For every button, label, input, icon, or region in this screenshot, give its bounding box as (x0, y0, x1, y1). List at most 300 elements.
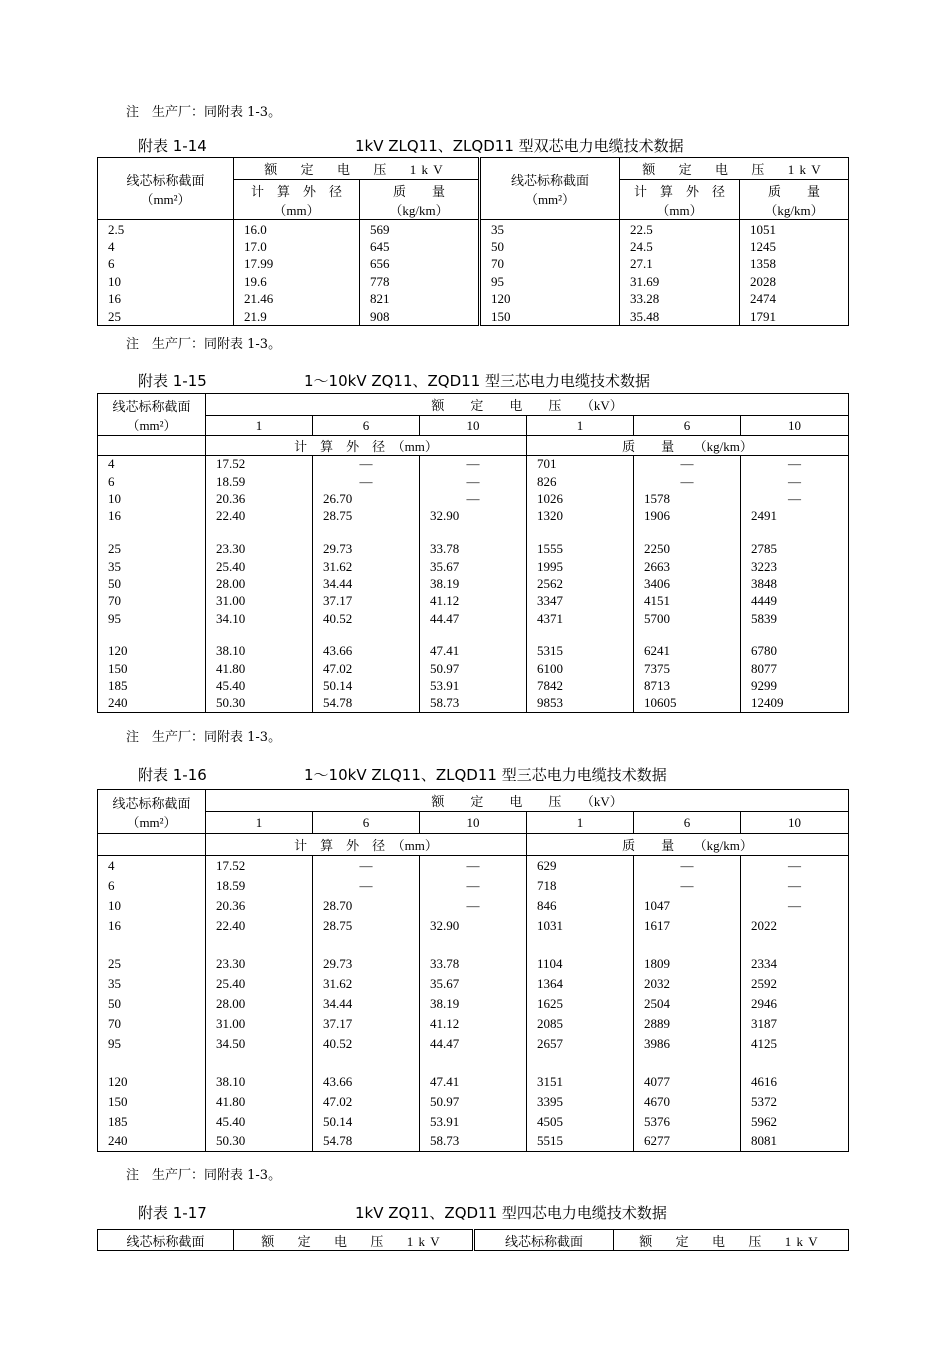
od-cell: 33.28 (620, 291, 740, 309)
group-spacer (98, 936, 849, 954)
mass-cell: 1051 (740, 220, 849, 239)
table-row (98, 954, 849, 974)
t15-section-spacer (98, 436, 206, 456)
od-cell: 28.00 (206, 575, 313, 592)
mass-cell: — (741, 896, 849, 916)
od-cell: — (420, 473, 527, 490)
mass-cell: — (741, 490, 849, 507)
mass-cell: — (634, 856, 741, 876)
mass-cell: 3406 (634, 575, 741, 592)
table-row (98, 678, 849, 695)
mass-cell: 1809 (634, 954, 741, 974)
spacer-cell (206, 1054, 313, 1072)
od-cell: 31.62 (313, 974, 420, 994)
od-cell: 22.40 (206, 916, 313, 936)
od-cell: 17.52 (206, 456, 313, 473)
t16-section-spacer (98, 834, 206, 856)
mass-cell: 2946 (741, 994, 849, 1014)
od-cell: 58.73 (420, 695, 527, 712)
od-cell: 34.44 (313, 575, 420, 592)
mass-cell: 656 (360, 256, 480, 274)
mass-cell: 2491 (741, 508, 849, 525)
t16-mass-header: 质 量 （kg/km） (527, 834, 849, 856)
mass-cell: 1104 (527, 954, 634, 974)
od-cell: — (313, 473, 420, 490)
table-16 (97, 789, 849, 1152)
t17-voltage-header-left: 额 定 电 压 1kV (234, 1230, 474, 1251)
section-cell: 25 (98, 954, 206, 974)
mass-cell: 2085 (527, 1014, 634, 1034)
table-row (98, 1072, 849, 1092)
mass-cell: 2889 (634, 1014, 741, 1034)
od-cell: 44.47 (420, 1034, 527, 1054)
od-cell: 25.40 (206, 974, 313, 994)
od-cell: 22.5 (620, 220, 740, 239)
mass-cell: 569 (360, 220, 480, 239)
section-cell: 6 (98, 473, 206, 490)
section-cell: 50 (98, 994, 206, 1014)
od-cell: 27.1 (620, 256, 740, 274)
section-cell: 16 (98, 916, 206, 936)
od-cell: 17.99 (234, 256, 360, 274)
od-cell: 40.52 (313, 610, 420, 627)
od-cell: 50.14 (313, 1112, 420, 1132)
mass-cell: 908 (360, 308, 480, 326)
section-cell: 70 (98, 1014, 206, 1034)
t14-od-header-left: 计 算 外 径 （mm） (234, 180, 360, 220)
section-cell: 95 (98, 1034, 206, 1054)
mass-cell: — (634, 473, 741, 490)
section-cell: 185 (98, 1112, 206, 1132)
t15-section-header: 线芯标称截面 （mm²） (98, 394, 206, 436)
mass-cell: 2032 (634, 974, 741, 994)
table-row (98, 695, 849, 712)
od-cell: 38.10 (206, 643, 313, 660)
mass-cell: 1358 (740, 256, 849, 274)
t14-section-header-right: 线芯标称截面 （mm²） (480, 158, 620, 220)
od-cell: 20.36 (206, 490, 313, 507)
mass-cell: 821 (360, 291, 480, 309)
mass-cell: 3187 (741, 1014, 849, 1034)
section-cell: 10 (98, 273, 234, 291)
od-cell: 24.5 (620, 238, 740, 256)
od-cell: 25.40 (206, 558, 313, 575)
spacer-cell (420, 936, 527, 954)
section-cell: 70 (480, 256, 620, 274)
spacer-cell (527, 936, 634, 954)
spacer-cell (98, 525, 206, 540)
table-row (98, 540, 849, 557)
spacer-cell (98, 1054, 206, 1072)
od-cell: 37.17 (313, 1014, 420, 1034)
mass-cell: 1320 (527, 508, 634, 525)
mass-cell: 1578 (634, 490, 741, 507)
mass-cell: 629 (527, 856, 634, 876)
mass-cell: 6241 (634, 643, 741, 660)
t15-v-1: 1 (206, 416, 313, 436)
section-cell: 4 (98, 856, 206, 876)
od-cell: 41.12 (420, 593, 527, 610)
od-cell: 38.19 (420, 575, 527, 592)
mass-cell: 9299 (741, 678, 849, 695)
od-cell: — (420, 456, 527, 473)
table-row (98, 490, 849, 507)
spacer-cell (741, 525, 849, 540)
mass-cell: 4449 (741, 593, 849, 610)
mass-cell: 1791 (740, 308, 849, 326)
od-cell: 40.52 (313, 1034, 420, 1054)
od-cell: — (313, 876, 420, 896)
section-cell: 16 (98, 508, 206, 525)
table-row (98, 974, 849, 994)
t15-v-6: 6 (313, 416, 420, 436)
od-cell: 43.66 (313, 1072, 420, 1092)
od-cell: — (420, 876, 527, 896)
mass-cell: 6277 (634, 1132, 741, 1152)
od-cell: 47.02 (313, 660, 420, 677)
spacer-cell (527, 627, 634, 642)
section-cell: 70 (98, 593, 206, 610)
table-row (98, 220, 849, 239)
mass-cell: 1245 (740, 238, 849, 256)
table-17 (97, 1229, 849, 1251)
od-cell: 33.78 (420, 540, 527, 557)
table-row (98, 273, 849, 291)
spacer-cell (741, 936, 849, 954)
mass-cell: 2022 (741, 916, 849, 936)
mass-cell: 5372 (741, 1092, 849, 1112)
od-cell: 18.59 (206, 876, 313, 896)
od-cell: 28.75 (313, 916, 420, 936)
od-cell: 41.80 (206, 1092, 313, 1112)
table-row (98, 256, 849, 274)
spacer-cell (98, 627, 206, 642)
table-16-note: 注 生产厂：同附表 1-3。 (126, 1168, 282, 1183)
t16-v-1: 1 (206, 812, 313, 834)
table-row (98, 308, 849, 326)
spacer-cell (634, 1054, 741, 1072)
spacer-cell (206, 525, 313, 540)
section-cell: 150 (98, 660, 206, 677)
od-cell: 21.46 (234, 291, 360, 309)
od-cell: 54.78 (313, 695, 420, 712)
od-cell: 35.48 (620, 308, 740, 326)
section-cell: 4 (98, 238, 234, 256)
od-cell: 34.50 (206, 1034, 313, 1054)
top-note: 注 生产厂：同附表 1-3。 (126, 105, 282, 120)
spacer-cell (313, 1054, 420, 1072)
od-cell: 44.47 (420, 610, 527, 627)
mass-cell: 5700 (634, 610, 741, 627)
t16-v-1b: 1 (527, 812, 634, 834)
mass-cell: 1026 (527, 490, 634, 507)
table-row (98, 1132, 849, 1152)
od-cell: 17.0 (234, 238, 360, 256)
mass-cell: — (741, 856, 849, 876)
od-cell: 47.41 (420, 1072, 527, 1092)
mass-cell: 4505 (527, 1112, 634, 1132)
section-cell: 35 (98, 558, 206, 575)
section-cell: 240 (98, 695, 206, 712)
table-16-id: 附表 1-16 (138, 766, 207, 784)
spacer-cell (313, 525, 420, 540)
t16-v-6b: 6 (634, 812, 741, 834)
mass-cell: 10605 (634, 695, 741, 712)
group-spacer (98, 1054, 849, 1072)
od-cell: 37.17 (313, 593, 420, 610)
od-cell: 23.30 (206, 954, 313, 974)
section-cell: 35 (98, 974, 206, 994)
od-cell: 28.75 (313, 508, 420, 525)
table-row (98, 643, 849, 660)
mass-cell: 4616 (741, 1072, 849, 1092)
table-row (98, 558, 849, 575)
spacer-cell (420, 627, 527, 642)
od-cell: 31.62 (313, 558, 420, 575)
od-cell: 38.10 (206, 1072, 313, 1092)
table-14-id: 附表 1-14 (138, 137, 207, 155)
od-cell: 50.97 (420, 1092, 527, 1112)
t14-voltage-header-left: 额 定 电 压 1kV (234, 158, 480, 180)
t16-voltage-header: 额 定 电 压 （kV） (206, 790, 849, 812)
od-cell: 54.78 (313, 1132, 420, 1152)
mass-cell: 3223 (741, 558, 849, 575)
mass-cell: 2592 (741, 974, 849, 994)
group-spacer (98, 525, 849, 540)
t15-voltage-header: 额 定 电 压 （kV） (206, 394, 849, 416)
section-cell: 25 (98, 308, 234, 326)
t14-voltage-header-right: 额 定 电 压 1kV (620, 158, 849, 180)
spacer-cell (98, 936, 206, 954)
t16-od-header: 计 算 外 径 （mm） (206, 834, 527, 856)
t14-section-header-left: 线芯标称截面 （mm²） (98, 158, 234, 220)
mass-cell: 4151 (634, 593, 741, 610)
mass-cell: 1906 (634, 508, 741, 525)
table-row (98, 473, 849, 490)
mass-cell: 2562 (527, 575, 634, 592)
section-cell: 50 (480, 238, 620, 256)
table-17-id: 附表 1-17 (138, 1204, 207, 1222)
t14-mass-header-right: 质 量 （kg/km） (740, 180, 849, 220)
mass-cell: 6100 (527, 660, 634, 677)
table-row (98, 856, 849, 876)
od-cell: 28.70 (313, 896, 420, 916)
table-14-note: 注 生产厂：同附表 1-3。 (126, 337, 282, 352)
t16-v-6: 6 (313, 812, 420, 834)
od-cell: — (420, 896, 527, 916)
od-cell: 29.73 (313, 540, 420, 557)
t17-voltage-header-right: 额 定 电 压 1kV (614, 1230, 849, 1251)
t16-section-header: 线芯标称截面 （mm²） (98, 790, 206, 834)
table-row (98, 610, 849, 627)
mass-cell: 2028 (740, 273, 849, 291)
table-row (98, 456, 849, 473)
mass-cell: 4670 (634, 1092, 741, 1112)
mass-cell: 9853 (527, 695, 634, 712)
mass-cell: 3347 (527, 593, 634, 610)
od-cell: 53.91 (420, 1112, 527, 1132)
od-cell: 19.6 (234, 273, 360, 291)
mass-cell: 778 (360, 273, 480, 291)
od-cell: — (420, 490, 527, 507)
t17-section-header-left: 线芯标称截面 (98, 1230, 234, 1251)
t14-od-header-right: 计 算 外 径 （mm） (620, 180, 740, 220)
od-cell: 50.30 (206, 695, 313, 712)
mass-cell: 8077 (741, 660, 849, 677)
mass-cell: 2663 (634, 558, 741, 575)
od-cell: 21.9 (234, 308, 360, 326)
table-row (98, 876, 849, 896)
mass-cell: — (741, 456, 849, 473)
table-row (98, 593, 849, 610)
spacer-cell (634, 627, 741, 642)
mass-cell: 826 (527, 473, 634, 490)
mass-cell: 4077 (634, 1072, 741, 1092)
spacer-cell (313, 627, 420, 642)
section-cell: 50 (98, 575, 206, 592)
spacer-cell (206, 627, 313, 642)
table-row (98, 916, 849, 936)
section-cell: 2.5 (98, 220, 234, 239)
table-row (98, 1092, 849, 1112)
spacer-cell (634, 525, 741, 540)
table-17-title: 1kV ZQ11、ZQD11 型四芯电力电缆技术数据 (355, 1204, 667, 1222)
table-15-id: 附表 1-15 (138, 372, 207, 390)
section-cell: 16 (98, 291, 234, 309)
mass-cell: 846 (527, 896, 634, 916)
od-cell: 31.00 (206, 1014, 313, 1034)
table-row (98, 896, 849, 916)
od-cell: 33.78 (420, 954, 527, 974)
od-cell: 26.70 (313, 490, 420, 507)
mass-cell: — (634, 456, 741, 473)
table-row (98, 575, 849, 592)
od-cell: 20.36 (206, 896, 313, 916)
od-cell: 50.97 (420, 660, 527, 677)
spacer-cell (420, 1054, 527, 1072)
mass-cell: 7842 (527, 678, 634, 695)
od-cell: 29.73 (313, 954, 420, 974)
od-cell: — (313, 456, 420, 473)
spacer-cell (527, 525, 634, 540)
section-cell: 95 (98, 610, 206, 627)
mass-cell: 8713 (634, 678, 741, 695)
section-cell: 240 (98, 1132, 206, 1152)
spacer-cell (527, 1054, 634, 1072)
table-row (98, 994, 849, 1014)
mass-cell: 2657 (527, 1034, 634, 1054)
mass-cell: 645 (360, 238, 480, 256)
od-cell: 45.40 (206, 1112, 313, 1132)
mass-cell: 5962 (741, 1112, 849, 1132)
mass-cell: 701 (527, 456, 634, 473)
mass-cell: 3151 (527, 1072, 634, 1092)
mass-cell: 4371 (527, 610, 634, 627)
t15-od-header: 计 算 外 径 （mm） (206, 436, 527, 456)
mass-cell: 5376 (634, 1112, 741, 1132)
od-cell: 16.0 (234, 220, 360, 239)
t16-v-10b: 10 (741, 812, 849, 834)
table-15-note: 注 生产厂：同附表 1-3。 (126, 730, 282, 745)
mass-cell: — (741, 876, 849, 896)
mass-cell: 718 (527, 876, 634, 896)
od-cell: 32.90 (420, 508, 527, 525)
od-cell: — (313, 856, 420, 876)
mass-cell: 1995 (527, 558, 634, 575)
table-16-title: 1～10kV ZLQ11、ZLQD11 型三芯电力电缆技术数据 (304, 766, 667, 784)
table-row (98, 660, 849, 677)
mass-cell: 2474 (740, 291, 849, 309)
od-cell: 17.52 (206, 856, 313, 876)
section-cell: 35 (480, 220, 620, 239)
od-cell: 41.12 (420, 1014, 527, 1034)
mass-cell: 6780 (741, 643, 849, 660)
mass-cell: 4125 (741, 1034, 849, 1054)
t15-v-1b: 1 (527, 416, 634, 436)
table-row (98, 1034, 849, 1054)
od-cell: 45.40 (206, 678, 313, 695)
od-cell: 50.30 (206, 1132, 313, 1152)
mass-cell: — (741, 473, 849, 490)
spacer-cell (634, 936, 741, 954)
mass-cell: 2785 (741, 540, 849, 557)
table-row (98, 238, 849, 256)
spacer-cell (206, 936, 313, 954)
t15-mass-header: 质 量 （kg/km） (527, 436, 849, 456)
od-cell: 32.90 (420, 916, 527, 936)
t15-v-6b: 6 (634, 416, 741, 436)
t16-v-10: 10 (420, 812, 527, 834)
section-cell: 25 (98, 540, 206, 557)
od-cell: 53.91 (420, 678, 527, 695)
mass-cell: 5515 (527, 1132, 634, 1152)
od-cell: 31.00 (206, 593, 313, 610)
mass-cell: 1364 (527, 974, 634, 994)
od-cell: 58.73 (420, 1132, 527, 1152)
mass-cell: 1625 (527, 994, 634, 1014)
section-cell: 10 (98, 896, 206, 916)
table-15 (97, 393, 849, 713)
od-cell: 43.66 (313, 643, 420, 660)
spacer-cell (313, 936, 420, 954)
od-cell: 41.80 (206, 660, 313, 677)
mass-cell: 7375 (634, 660, 741, 677)
t15-v-10b: 10 (741, 416, 849, 436)
section-cell: 6 (98, 256, 234, 274)
section-cell: 10 (98, 490, 206, 507)
od-cell: 18.59 (206, 473, 313, 490)
section-cell: 150 (98, 1092, 206, 1112)
t15-v-10: 10 (420, 416, 527, 436)
table-row (98, 1112, 849, 1132)
mass-cell: 1031 (527, 916, 634, 936)
t14-mass-header-left: 质 量 （kg/km） (360, 180, 480, 220)
od-cell: 50.14 (313, 678, 420, 695)
od-cell: 23.30 (206, 540, 313, 557)
section-cell: 120 (480, 291, 620, 309)
table-row (98, 1014, 849, 1034)
group-spacer (98, 627, 849, 642)
mass-cell: 12409 (741, 695, 849, 712)
spacer-cell (420, 525, 527, 540)
od-cell: 34.44 (313, 994, 420, 1014)
section-cell: 4 (98, 456, 206, 473)
section-cell: 120 (98, 643, 206, 660)
mass-cell: 2334 (741, 954, 849, 974)
mass-cell: 3986 (634, 1034, 741, 1054)
od-cell: 31.69 (620, 273, 740, 291)
od-cell: 34.10 (206, 610, 313, 627)
